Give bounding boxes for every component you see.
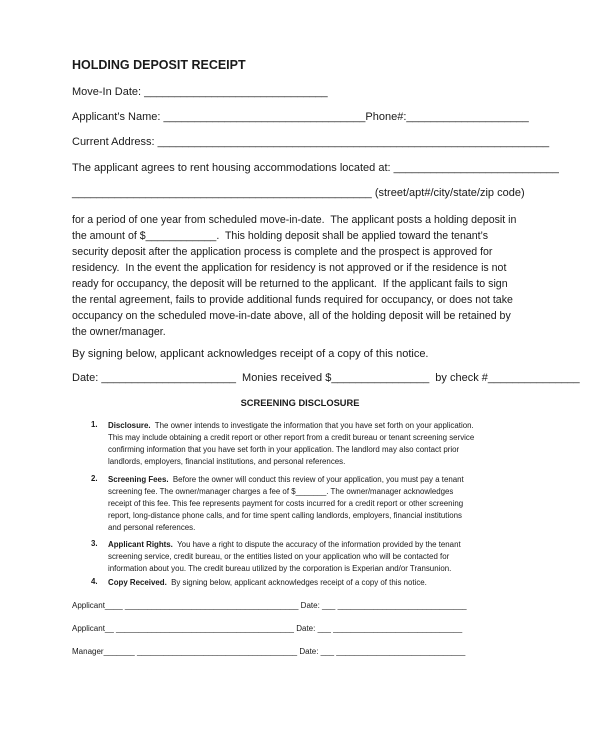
paragraph-line: residency. In the event the application for residency is not approved or if the residence is not (72, 262, 507, 274)
move-in-date-field[interactable]: Move-In Date: ______________________________ (72, 86, 328, 98)
paragraph-line: occupancy on the scheduled move-in-date above, all of the holding deposit will be retained by (72, 310, 511, 322)
disclosure-item (108, 474, 548, 534)
date-monies-check-field[interactable]: Date: ______________________ Monies received $________________ by check #_______________ (72, 372, 580, 384)
applicant-name-phone-field[interactable]: Applicant’s Name: _________________________________Phone#:____________________ (72, 111, 529, 123)
disclosure-item (108, 539, 548, 575)
document-title: HOLDING DEPOSIT RECEIPT (72, 58, 246, 72)
item-number: 1. (91, 420, 98, 429)
item-text: By signing below, applicant acknowledges receipt of a copy of this notice. (171, 578, 427, 587)
item-number: 2. (91, 474, 98, 483)
item-text: receipt of this fee. This fee represents payment for costs incurred for a credit report or other screening (108, 499, 464, 508)
item-text: landlords, employers, financial institutions, and personal references. (108, 457, 346, 466)
paragraph-line: the amount of $____________. This holding deposit shall be applied toward the tenant’s (72, 230, 489, 242)
item-text: The owner intends to investigate the information that you have set forth on your application. (154, 421, 474, 430)
item-text: screening service, credit bureau, or the entities listed on your application who will be contacted for (108, 552, 450, 561)
item-heading: Copy Received. (108, 578, 167, 587)
paragraph-line: the owner/manager. (72, 326, 166, 338)
item-text: This may include obtaining a credit report or other report from a credit bureau or tenant screening service (108, 433, 475, 442)
item-text: confirming information that you have set forth in your application. The landlord may also contact prior (108, 445, 460, 454)
current-address-field[interactable]: Current Address: ________________________________________________________________ (72, 136, 550, 148)
item-heading: Disclosure. (108, 421, 151, 430)
item-text: information about you. The credit bureau utilized by the corporation is Experian and/or Transunion. (108, 564, 452, 573)
item-text: Before the owner will conduct this review of your application, you must pay a tenant (172, 475, 464, 484)
item-number: 4. (91, 577, 98, 586)
paragraph-line: for a period of one year from scheduled move-in-date. The applicant posts a holding deposit in (72, 214, 517, 226)
disclosure-item (108, 420, 548, 468)
paragraph-line: the rental agreement, fails to provide additional funds required for occupancy, or does not take (72, 294, 513, 306)
item-text: You have a right to dispute the accuracy of the information provided by the tenant (177, 540, 461, 549)
paragraph-line: security deposit after the application process is complete and the prospect is approved for (72, 246, 493, 258)
item-heading: Screening Fees. (108, 475, 169, 484)
item-heading: Applicant Rights. (108, 540, 173, 549)
item-text: report, long-distance phone calls, and for time spent calling landlords, employers, financial institutions (108, 511, 462, 520)
item-text: screening fee. The owner/manager charges a fee of $_______. The owner/manager acknowledges (108, 487, 454, 496)
applicant-signature-date-field[interactable]: Applicant____ _______________________________________ Date: ___ _____________________________ (72, 601, 467, 610)
screening-disclosure-title: SCREENING DISCLOSURE (240, 398, 360, 408)
acknowledgement-text: By signing below, applicant acknowledges receipt of a copy of this notice. (72, 348, 429, 360)
applicant-signature-date-field[interactable]: Applicant__ ________________________________________ Date: ___ _____________________________ (72, 624, 463, 633)
item-number: 3. (91, 539, 98, 548)
accommodations-location-field[interactable]: The applicant agrees to rent housing accommodations located at: ___________________________ (72, 162, 559, 174)
disclosure-item (108, 577, 548, 589)
item-text: and personal references. (108, 523, 196, 532)
street-address-field[interactable]: _________________________________________________ (street/apt#/city/state/zip code) (72, 187, 525, 199)
manager-signature-date-field[interactable]: Manager_______ ____________________________________ Date: ___ _____________________________ (72, 647, 466, 656)
paragraph-line: ready for occupancy, the deposit will be returned to the applicant. If the applicant fails to sign (72, 278, 508, 290)
